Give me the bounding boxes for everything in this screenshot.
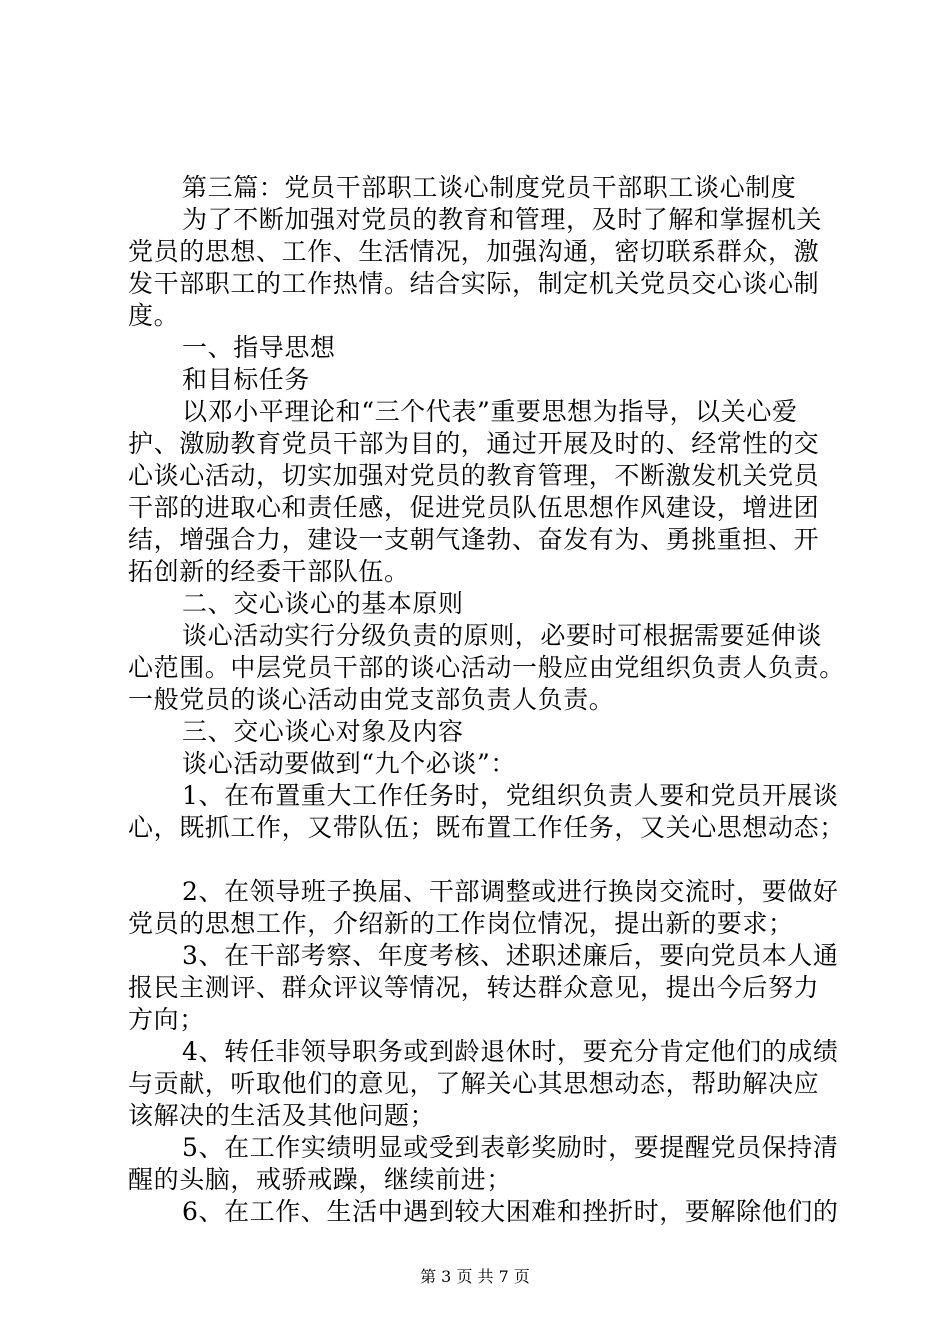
- paragraph-line: 党员的思想、工作、生活情况，加强沟通，密切联系群众，激: [128, 237, 820, 266]
- paragraph-line: 以邓小平理论和“三个代表”重要思想为指导，以关心爱: [182, 397, 798, 426]
- list-item-line: 与贡献，听取他们的意见，了解关心其思想动态，帮助解决应: [128, 1069, 820, 1098]
- list-item-line: 3、在干部考察、年度考核、述职述廉后，要向党员本人通: [182, 941, 839, 970]
- list-item-line: 5、在工作实绩明显或受到表彰奖励时，要提醒党员保持清: [182, 1133, 839, 1162]
- list-item-line: 1、在布置重大工作任务时，党组织负责人要和党员开展谈: [182, 781, 839, 810]
- paragraph-line: 心范围。中层党员干部的谈心活动一般应由党组织负责人负责。: [128, 653, 845, 682]
- section-title: 第三篇：党员干部职工谈心制度党员干部职工谈心制度: [182, 173, 797, 202]
- paragraph-line: 干部的进取心和责任感，促进党员队伍思想作风建设，增进团: [128, 493, 820, 522]
- heading-line: 一、指导思想: [182, 333, 336, 362]
- paragraph-line: 结，增强合力，建设一支朝气逢勃、奋发有为、勇挑重担、开: [128, 525, 820, 554]
- paragraph-line: 一般党员的谈心活动由党支部负责人负责。: [128, 685, 615, 714]
- list-item-line: 2、在领导班子换届、干部调整或进行换岗交流时，要做好: [182, 877, 839, 906]
- heading-line: 二、交心谈心的基本原则: [182, 589, 464, 618]
- paragraph-line: 为了不断加强对党员的教育和管理，及时了解和掌握机关: [182, 205, 823, 234]
- page-indicator: 第 3 页 共 7 页: [420, 1267, 530, 1286]
- list-item-line: 6、在工作、生活中遇到较大困难和挫折时，要解除他们的: [182, 1197, 839, 1226]
- list-item-line: 4、转任非领导职务或到龄退休时，要充分肯定他们的成绩: [182, 1037, 839, 1066]
- paragraph-line: 谈心活动要做到“九个必谈”：: [182, 749, 516, 778]
- list-item-line: 报民主测评、群众评议等情况，转达群众意见，提出今后努力: [128, 973, 820, 1002]
- paragraph-line: 发干部职工的工作热情。结合实际，制定机关党员交心谈心制: [128, 269, 820, 298]
- paragraph-line: 护、激励教育党员干部为目的，通过开展及时的、经常性的交: [128, 429, 820, 458]
- paragraph-line: 谈心活动实行分级负责的原则，必要时可根据需要延伸谈: [182, 621, 823, 650]
- list-item-line: 醒的头脑，戒骄戒躁，继续前进；: [128, 1165, 513, 1194]
- list-item-line: 方向；: [128, 1005, 205, 1034]
- paragraph-line: 拓创新的经委干部队伍。: [128, 557, 410, 586]
- list-item-line: 心，既抓工作，又带队伍；既布置工作任务，又关心思想动态；: [128, 813, 845, 842]
- heading-line: 三、交心谈心对象及内容: [182, 717, 464, 746]
- paragraph-line: 度。: [128, 301, 180, 330]
- heading-line: 和目标任务: [182, 365, 311, 394]
- paragraph-line: 心谈心活动，切实加强对党员的教育管理，不断激发机关党员: [128, 461, 820, 490]
- list-item-line: 党员的思想工作，介绍新的工作岗位情况，提出新的要求；: [128, 909, 794, 938]
- list-item-line: 该解决的生活及其他问题；: [128, 1101, 436, 1130]
